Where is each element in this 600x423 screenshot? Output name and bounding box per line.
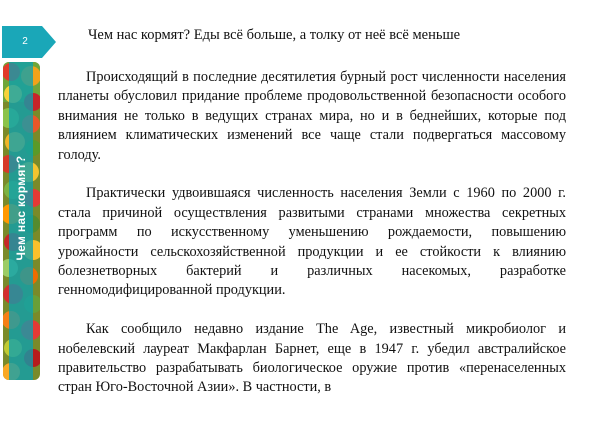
paragraph-1: Происходящий в последние десятилетия бурный рост численности населения планеты обусловил придание проблеме продовольственной безопасности особого внимания не только в ведущих странах мира, но и в беднейших, которые под влиянием климатических изменений все чаще стали подвергаться массовому голоду. bbox=[58, 69, 566, 163]
paragraph-2: Практически удвоившаяся численность населения Земли с 1960 по 2000 г. стала причиной осуществления развитыми странами множества секретных программ по искусственному уменьшению рождаемости, повышению урожайности сельскохозяйственной продукции и ее стойкости к влиянию болезнетворных бактерий и различных насекомых, разработке генномодифицированной продукции. bbox=[58, 185, 566, 299]
body-text bbox=[58, 68, 566, 418]
sidebar-label: Чем нас кормят? bbox=[14, 155, 28, 261]
page-title: Чем нас кормят? Еды всё больше, а толку от неё всё меньше bbox=[88, 27, 461, 43]
slide-number-badge bbox=[2, 26, 58, 58]
slide-number: 2 bbox=[22, 36, 28, 47]
paragraph-3: Как сообщило недавно издание The Age, известный микробиолог и нобелевский лауреат Макфарлан Барнет, еще в 1947 г. убедил австралийское правительство разрабатывать биологическое оружие против «перенаселенных стран Юго-Восточной Азии». В частности, в bbox=[58, 321, 566, 396]
